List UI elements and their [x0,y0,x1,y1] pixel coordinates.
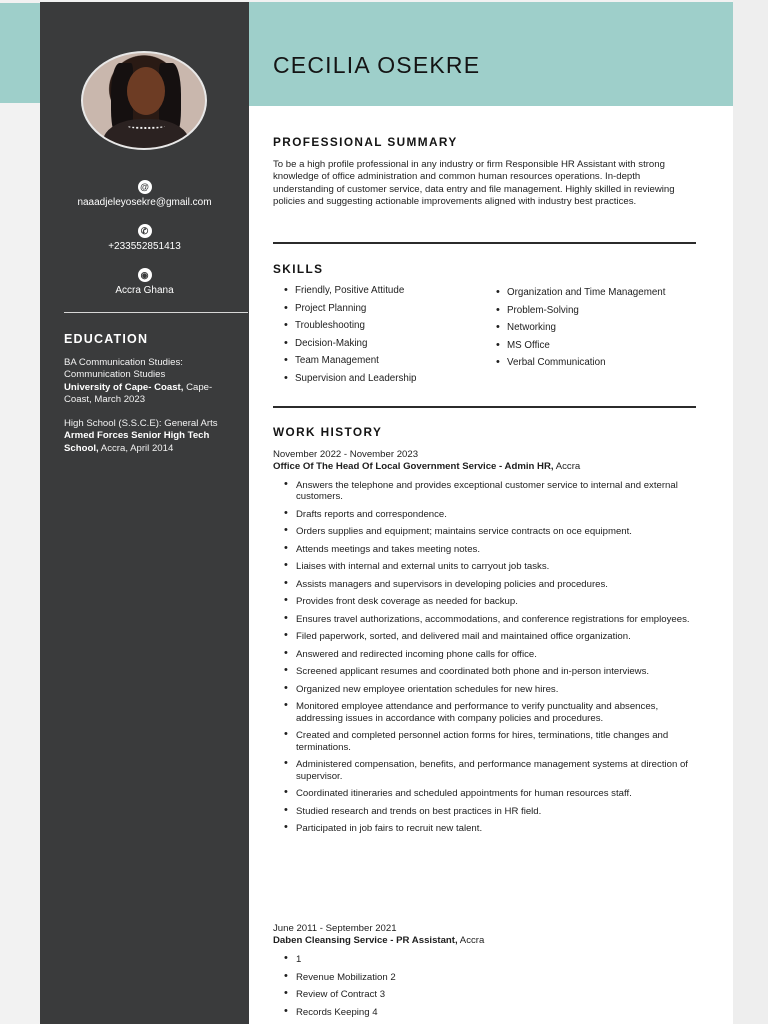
skills-list-right [496,287,665,375]
skills-title: SKILLS [273,262,324,276]
job-title [273,461,580,472]
at-icon: @ [138,180,152,194]
contact-email[interactable] [40,180,249,208]
skill-item: • Project Planning [284,303,416,321]
job-location: Accra [553,461,581,472]
duty-item: • Revenue Mobilization 2 [284,972,702,983]
page-margin [733,0,768,1024]
duty-item: • Administered compensation, benefits, and performance management systems at direction of supervisor. [284,759,702,782]
skill-item: • Networking [496,322,665,340]
duty-item: • Studied research and trends on best practices in HR field. [284,806,702,817]
edu-detail: Accra, April 2014 [98,442,174,454]
profile-photo [81,51,207,150]
job-duties [284,480,702,841]
duty-item: • Organized new employee orientation schedules for new hires. [284,684,702,695]
sidebar [40,2,249,1024]
job-employer: Office Of The Head Of Local Government Service - Admin HR, [273,461,554,472]
phone-icon: ✆ [138,224,152,238]
resume-page [40,2,733,1024]
job-duties [284,954,702,1024]
skill-item: • Troubleshooting [284,320,416,338]
duty-item: • Participated in job fairs to recruit new talent. [284,823,702,834]
job-title [273,935,484,946]
duty-item: • Drafts reports and correspondence. [284,509,702,520]
duty-item: • Filed paperwork, sorted, and delivered mail and maintained office organization. [284,631,702,642]
header [249,2,733,106]
job-location: Accra [457,935,485,946]
divider [273,406,696,408]
skill-item: • Friendly, Positive Attitude [284,285,416,303]
school: Armed Forces Senior High Tech School, [64,430,210,454]
skill-item: • Problem-Solving [496,305,665,323]
header-band-left [0,3,40,103]
duty-item: • Review of Contract 3 [284,989,702,1000]
edu-detail: Cape-Coast, March 2023 [64,381,213,406]
summary-title: PROFESSIONAL SUMMARY [273,135,458,149]
contact-phone [40,224,249,252]
duty-item: • Ensures travel authorizations, accommodations, and conference registrations for employees. [284,614,702,625]
skill-item: • Supervision and Leadership [284,373,416,391]
job-employer: Daben Cleansing Service - PR Assistant, [273,935,458,946]
duty-item: • Screened applicant resumes and coordinated both phone and in-person interviews. [284,666,702,677]
contact-location [40,268,249,296]
degree: BA Communication Studies: Communication Studies [64,357,183,381]
duty-item: • Orders supplies and equipment; maintains service contracts on oce equipment. [284,526,702,537]
skill-item: • MS Office [496,340,665,358]
skill-item: • Verbal Communication [496,357,665,375]
phone-text: +233552851413 [108,241,181,252]
skill-item: • Organization and Time Management [496,287,665,305]
duty-item: • Assists managers and supervisors in developing policies and procedures. [284,579,702,590]
duty-item: • Attends meetings and takes meeting notes. [284,544,702,555]
duty-item: • Monitored employee attendance and performance to verify punctuality and absences, addressing issues in accordance with company policies and procedures. [284,701,702,724]
divider [64,312,248,313]
skill-item: • Team Management [284,355,416,373]
education-item [64,418,234,455]
job-dates: November 2022 - November 2023 [273,449,419,460]
job-dates: June 2011 - September 2021 [273,923,397,934]
location-icon: ◉ [138,268,152,282]
duty-item: • Coordinated itineraries and scheduled appointments for human resources staff. [284,788,702,799]
location-text: Accra Ghana [115,285,174,296]
degree: High School (S.S.C.E): General Arts [64,418,218,429]
duty-item: • 1 [284,954,702,965]
duty-item: • Records Keeping 4 [284,1007,702,1018]
duty-item: • Created and completed personnel action forms for hires, terminations, title changes and terminations. [284,730,702,753]
divider [273,242,696,244]
education-title: EDUCATION [64,332,149,346]
duty-item: • Answers the telephone and provides exceptional customer service to internal and external customers. [284,480,702,503]
duty-item: • Answered and redirected incoming phone calls for office. [284,649,702,660]
work-history-title: WORK HISTORY [273,425,383,439]
duty-item: • Liaises with internal and external units to carryout job tasks. [284,561,702,572]
candidate-name: CECILIA OSEKRE [273,52,481,78]
skill-item: • Decision-Making [284,338,416,356]
duty-item: • Provides front desk coverage as needed for backup. [284,596,702,607]
skills-list-left [284,285,416,391]
school: University of Cape- Coast, [64,381,184,393]
email-text[interactable]: naaadjeleyosekre@gmail.com [77,197,212,208]
education-item [64,357,234,407]
summary-text: To be a high profile professional in any industry or firm Responsible HR Assistant with strong knowledge of office administration and common human resources operations. In-depth understanding of customer service, data entry and file management. Highly skilled in reviewing policies and suggesting actionable improvements aligned with industry best practices. [273,159,675,208]
